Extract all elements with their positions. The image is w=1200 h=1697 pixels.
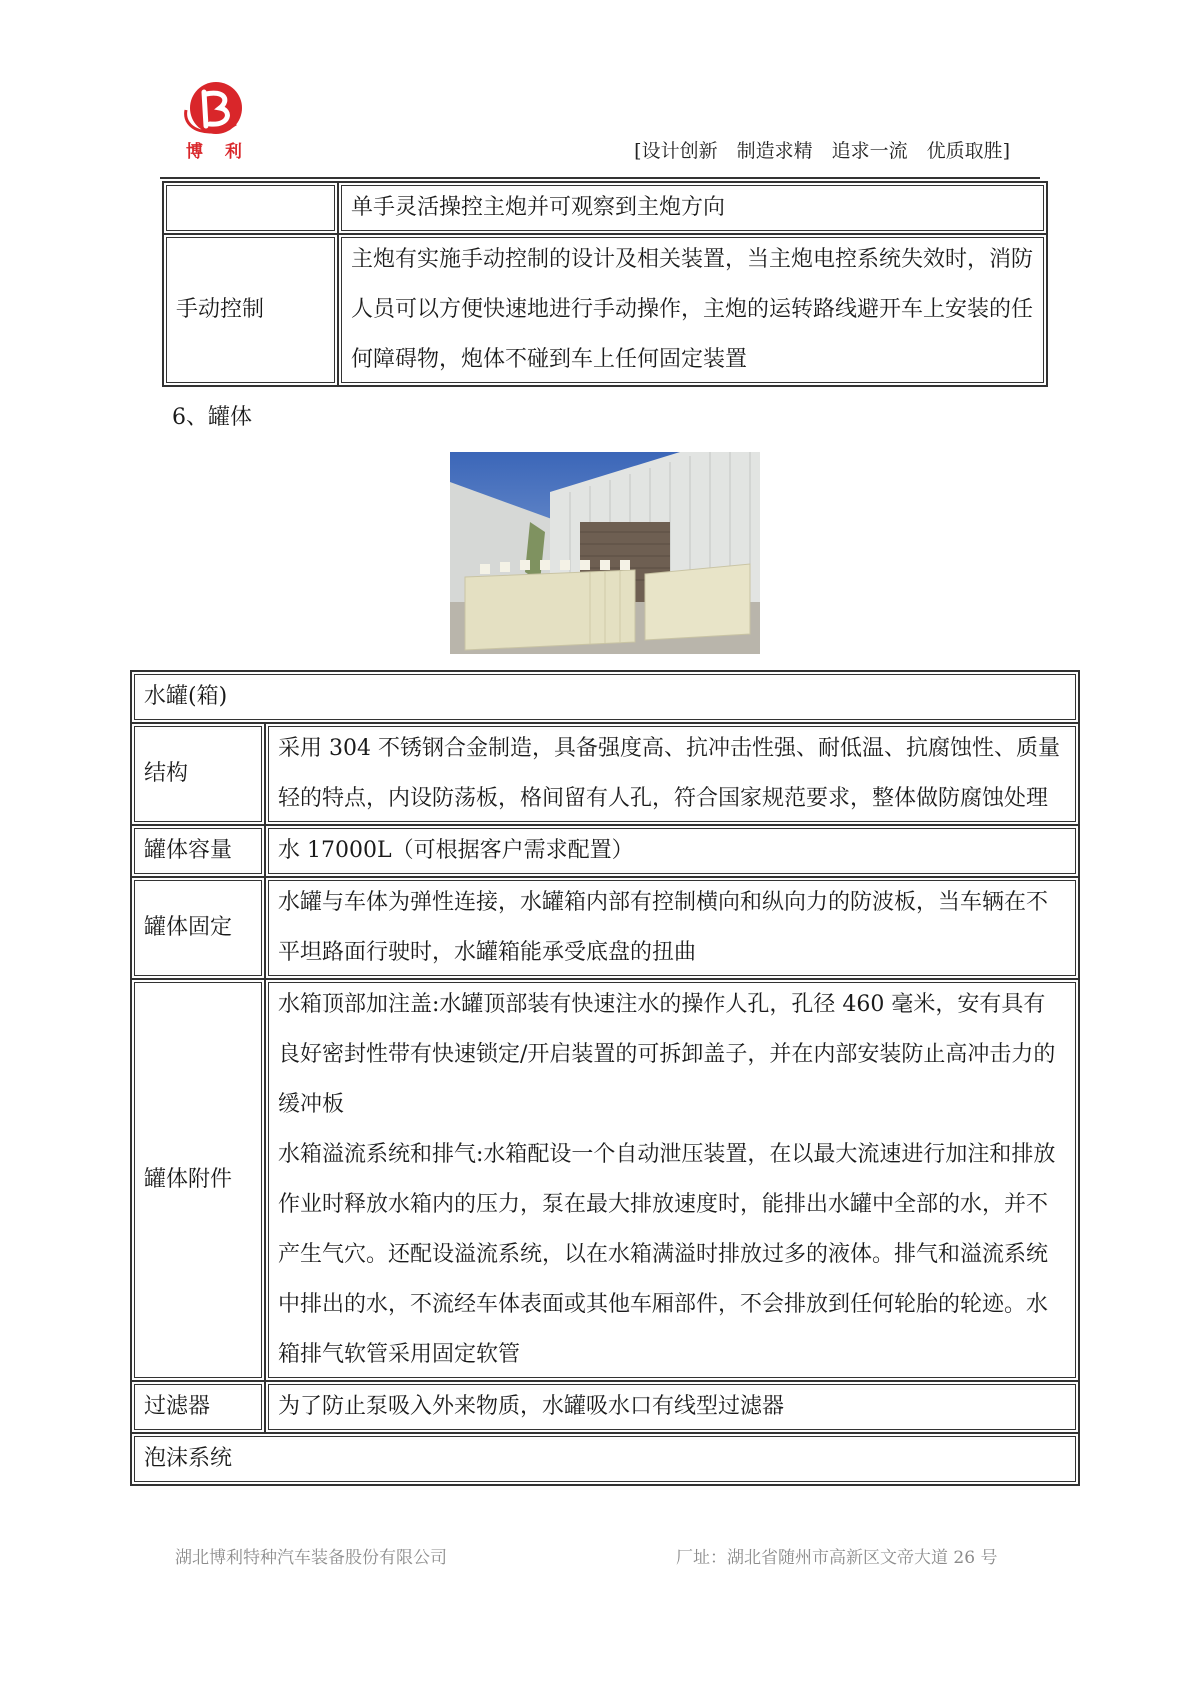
- table-title-row: [131, 1433, 1079, 1485]
- spec-table-tank: [130, 670, 1080, 1486]
- row-label: [163, 182, 338, 234]
- tank-photo: [450, 452, 760, 654]
- header-slogan: [设计创新 制造求精 追求一流 优质取胜]: [634, 140, 1010, 162]
- table-row: [131, 1381, 1079, 1433]
- row-content: 为了防止泵吸入外来物质，水罐吸水口有线型过滤器: [265, 1381, 1079, 1433]
- table-subtitle: 泡沫系统: [131, 1433, 1079, 1485]
- table-title-row: [131, 671, 1079, 723]
- row-content: [265, 979, 1079, 1381]
- row-content: 采用 304 不锈钢合金制造，具备强度高、抗冲击性强、耐低温、抗腐蚀性、质量轻的特点，内设防荡板，格间留有人孔，符合国家规范要求，整体做防腐蚀处理: [265, 723, 1079, 825]
- footer-address: 厂址：湖北省随州市高新区文帝大道 26 号: [676, 1548, 998, 1568]
- row-label: 罐体固定: [131, 877, 265, 979]
- table-row: [131, 723, 1079, 825]
- table-row: [131, 979, 1079, 1381]
- logo-text: 博 利: [186, 142, 250, 162]
- table-row: [131, 825, 1079, 877]
- row-label: 罐体附件: [131, 979, 265, 1381]
- table-title: 水罐(箱): [131, 671, 1079, 723]
- spec-table-cannon: [162, 181, 1048, 387]
- footer-company: 湖北博利特种汽车装备股份有限公司: [175, 1548, 447, 1568]
- row-label: 罐体容量: [131, 825, 265, 877]
- table-row: [163, 234, 1047, 386]
- table-row: [131, 877, 1079, 979]
- row-content: 水罐与车体为弹性连接，水罐箱内部有控制横向和纵向力的防波板，当车辆在不平坦路面行驶时，水罐箱能承受底盘的扭曲: [265, 877, 1079, 979]
- row-label: 过滤器: [131, 1381, 265, 1433]
- paragraph: 水箱顶部加注盖:水罐顶部装有快速注水的操作人孔，孔径 460 毫米，安有具有良好密封性带有快速锁定/开启装置的可拆卸盖子，并在内部安装防止高冲击力的缓冲板: [278, 992, 1056, 1117]
- table-row: [163, 182, 1047, 234]
- section-heading: 6、罐体: [172, 405, 252, 430]
- row-label: 手动控制: [163, 234, 338, 386]
- header-divider: [160, 177, 1040, 179]
- row-content: 主炮有实施手动控制的设计及相关装置，当主炮电控系统失效时，消防人员可以方便快速地进行手动操作，主炮的运转路线避开车上安装的任何障碍物，炮体不碰到车上任何固定装置: [338, 234, 1047, 386]
- row-content: 水 17000L（可根据客户需求配置）: [265, 825, 1079, 877]
- row-content: 单手灵活操控主炮并可观察到主炮方向: [338, 182, 1047, 234]
- paragraph: 水箱溢流系统和排气:水箱配设一个自动泄压装置，在以最大流速进行加注和排放作业时释放水箱内的压力，泵在最大排放速度时，能排出水罐中全部的水，并不产生气穴。还配设溢流系统，以在水箱满溢时排放过多的液体。排气和溢流系统中排出的水，不流经车体表面或其他车厢部件，不会排放到任何轮胎的轮迹。水箱排气软管采用固定软管: [278, 1142, 1056, 1367]
- row-label: 结构: [131, 723, 265, 825]
